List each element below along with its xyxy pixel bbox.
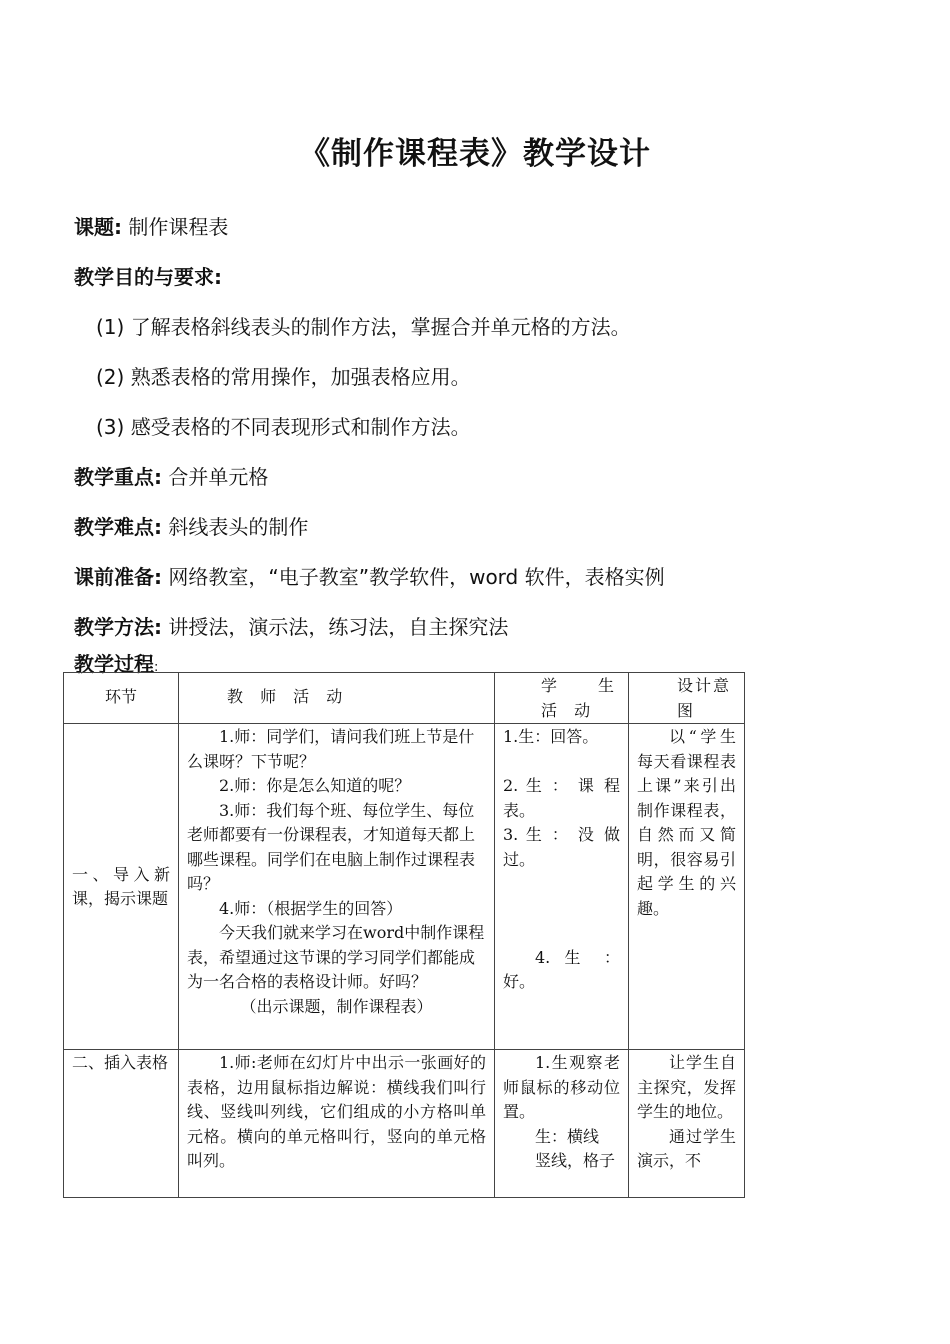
table-header-row: [64, 673, 745, 724]
difficulty-value: 斜线表头的制作: [168, 515, 309, 539]
teacher-step-1: 1.师：同学们，请问我们班上节是什么课呀？下节呢？: [187, 727, 475, 771]
table-row: [64, 1050, 745, 1198]
goal-item-2: (2) 熟悉表格的常用操作，加强表格应用。: [96, 365, 471, 389]
student-response-1: 1.生：回答。: [503, 727, 599, 746]
process-colon: :: [154, 660, 159, 675]
student-activity-cell: [495, 1050, 629, 1198]
method-line: [74, 611, 508, 640]
key-point-line: [74, 461, 268, 490]
stage-cell: [64, 724, 179, 1050]
preparation-line: [74, 561, 665, 590]
student-response-2: 生：横线: [535, 1126, 600, 1146]
table-row: [64, 724, 745, 1050]
topic-value: 制作课程表: [128, 215, 229, 239]
method-value: 讲授法，演示法，练习法，自主探究法: [168, 615, 509, 639]
stage-text: 二、插入表格: [72, 1053, 169, 1072]
design-intent-cell: [629, 724, 745, 1050]
lesson-process-table: [63, 672, 745, 1198]
key-point-label: 教学重点:: [74, 465, 162, 489]
student-response-2: 2. 生 ： 课 程 表。: [503, 776, 620, 820]
header-student-activity: [495, 673, 629, 724]
design-intent-text: 以“学生每天看课程表上课”来引出制作课程表，自然而又简明，很容易引起学生的兴趣。: [637, 727, 736, 918]
topic-label: 课题:: [74, 215, 122, 239]
teacher-step-2: 2.师：你是怎么知道的呢？: [219, 776, 411, 795]
student-response-1: 1.生观察老师鼠标的移动位置。: [503, 1053, 620, 1121]
header-design-intent-text: 设计意图: [677, 676, 732, 720]
design-intent-cell: [629, 1050, 745, 1198]
difficulty-label: 教学难点:: [74, 515, 162, 539]
header-stage: 环节: [64, 673, 179, 724]
goal-item-3: (3) 感受表格的不同表现形式和制作方法。: [96, 415, 471, 439]
teacher-step-5: 今天我们就来学习在word中制作课程表，希望通过这节课的学习同学们都能成为一名合格的表格设计师。好吗？: [187, 923, 485, 991]
student-activity-cell: [495, 724, 629, 1050]
design-intent-text-2: 通过学生演示，不: [637, 1126, 736, 1170]
document-title: 《制作课程表》教学设计: [299, 136, 651, 172]
goals-label: 教学目的与要求:: [74, 265, 222, 289]
teacher-activity-cell: [179, 724, 495, 1050]
teacher-step-3: 3.师：我们每个班、每位学生、每位老师都要有一份课程表，才知道每天都上哪些课程。同学们在电脑上制作过课程表吗？: [187, 800, 476, 893]
design-intent-text-1: 让学生自主探究，发挥学生的地位。: [637, 1053, 736, 1121]
student-response-3: 3. 生 ： 没 做 过。: [503, 825, 620, 869]
teacher-activity-cell: [179, 1050, 495, 1198]
difficulty-line: [74, 511, 308, 540]
method-label: 教学方法:: [74, 615, 162, 639]
preparation-label: 课前准备:: [74, 565, 162, 589]
preparation-value: 网络教室，“电子教室”教学软件，word 软件，表格实例: [168, 565, 665, 589]
stage-cell: [64, 1050, 179, 1198]
process-label: 教学过程: [74, 652, 154, 676]
stage-text: 一、导入新课，揭示课题: [72, 864, 170, 908]
student-response-3: 竖线，格子: [535, 1151, 616, 1170]
key-point-value: 合并单元格: [168, 465, 269, 489]
header-design-intent: [629, 673, 745, 724]
teacher-step-6: （出示课题，制作课程表）: [240, 996, 433, 1016]
header-student-activity-text: 学 生 活 动: [541, 676, 620, 720]
header-teacher-activity: 教 师 活 动: [179, 673, 495, 724]
teacher-step-1: 1.师:老师在幻灯片中出示一张画好的表格，边用鼠标指边解说：横线我们叫行线、竖线叫列线，它们组成的小方格叫单元格。横向的单元格叫行，竖向的单元格叫列。: [187, 1053, 486, 1170]
goal-item-1: (1) 了解表格斜线表头的制作方法，掌握合并单元格的方法。: [96, 315, 631, 339]
goals-heading: [74, 261, 222, 290]
teacher-step-4: 4.师：（根据学生的回答）: [219, 898, 403, 918]
topic-line: [74, 211, 228, 240]
student-response-4: 4. 生 ： 好。: [503, 947, 620, 991]
